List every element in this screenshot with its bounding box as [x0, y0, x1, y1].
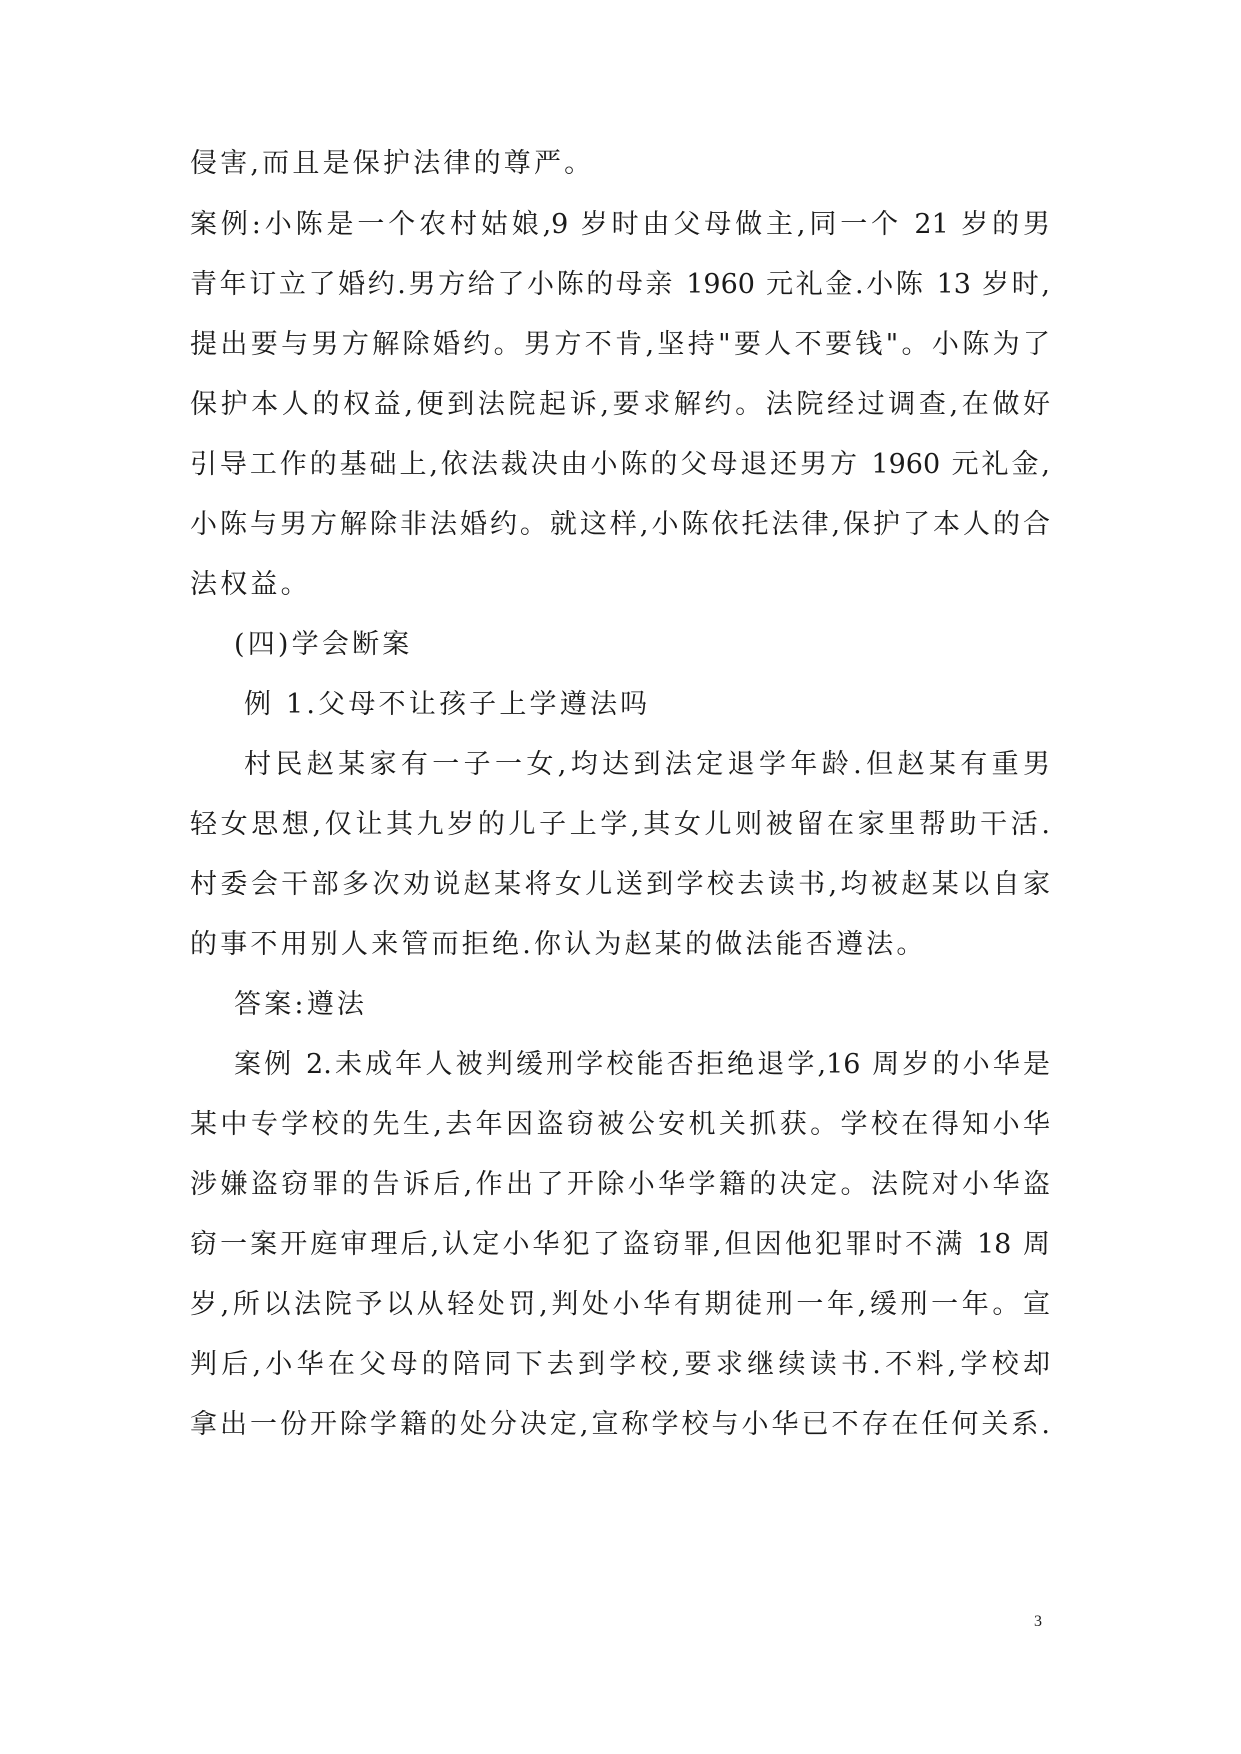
text-line-22: 拿出一份开除学籍的处分决定,宣称学校与小华已不存在任何关系.: [190, 1409, 1050, 1440]
text-line-14: 的事不用别人来管而拒绝.你认为赵某的做法能否遵法。: [190, 929, 927, 960]
text-line-6: 引导工作的基础上,依法裁决由小陈的父母退还男方 1960 元礼金,: [190, 449, 1050, 480]
text-line-2: 案例:小陈是一个农村姑娘,9 岁时由父母做主,同一个 21 岁的男: [190, 209, 1050, 240]
text-line-8: 法权益。: [190, 569, 311, 600]
text-line-5: 保护本人的权益,便到法院起诉,要求解约。法院经过调查,在做好: [190, 389, 1050, 420]
case-heading: 案例 2.未成年人被判缓刑学校能否拒绝退学,16 周岁的小华是: [234, 1049, 1050, 1080]
example-heading: 例 1.父母不让孩子上学遵法吗: [244, 689, 651, 720]
text-line-3: 青年订立了婚约.男方给了小陈的母亲 1960 元礼金.小陈 13 岁时,: [190, 269, 1050, 300]
text-line-1: 侵害,而且是保护法律的尊严。: [190, 148, 595, 179]
text-line-20: 岁,所以法院予以从轻处罚,判处小华有期徒刑一年,缓刑一年。宣: [190, 1289, 1050, 1320]
answer-line: 答案:遵法: [234, 989, 368, 1020]
text-line-11: 村民赵某家有一子一女,均达到法定退学年龄.但赵某有重男: [244, 749, 1050, 780]
text-line-21: 判后,小华在父母的陪同下去到学校,要求继续读书.不料,学校却: [190, 1349, 1050, 1380]
text-line-7: 小陈与男方解除非法婚约。就这样,小陈依托法律,保护了本人的合: [190, 509, 1050, 540]
section-heading: (四)学会断案: [234, 629, 413, 660]
text-line-19: 窃一案开庭审理后,认定小华犯了盗窃罪,但因他犯罪时不满 18 周: [190, 1229, 1050, 1260]
text-line-13: 村委会干部多次劝说赵某将女儿送到学校去读书,均被赵某以自家: [190, 869, 1050, 900]
text-line-18: 涉嫌盗窃罪的告诉后,作出了开除小华学籍的决定。法院对小华盗: [190, 1169, 1050, 1200]
text-line-17: 某中专学校的先生,去年因盗窃被公安机关抓获。学校在得知小华: [190, 1109, 1050, 1140]
page-number: 3: [1034, 1613, 1042, 1630]
text-line-12: 轻女思想,仅让其九岁的儿子上学,其女儿则被留在家里帮助干活.: [190, 809, 1050, 840]
text-line-4: 提出要与男方解除婚约。男方不肯,坚持"要人不要钱"。小陈为了: [190, 329, 1050, 360]
